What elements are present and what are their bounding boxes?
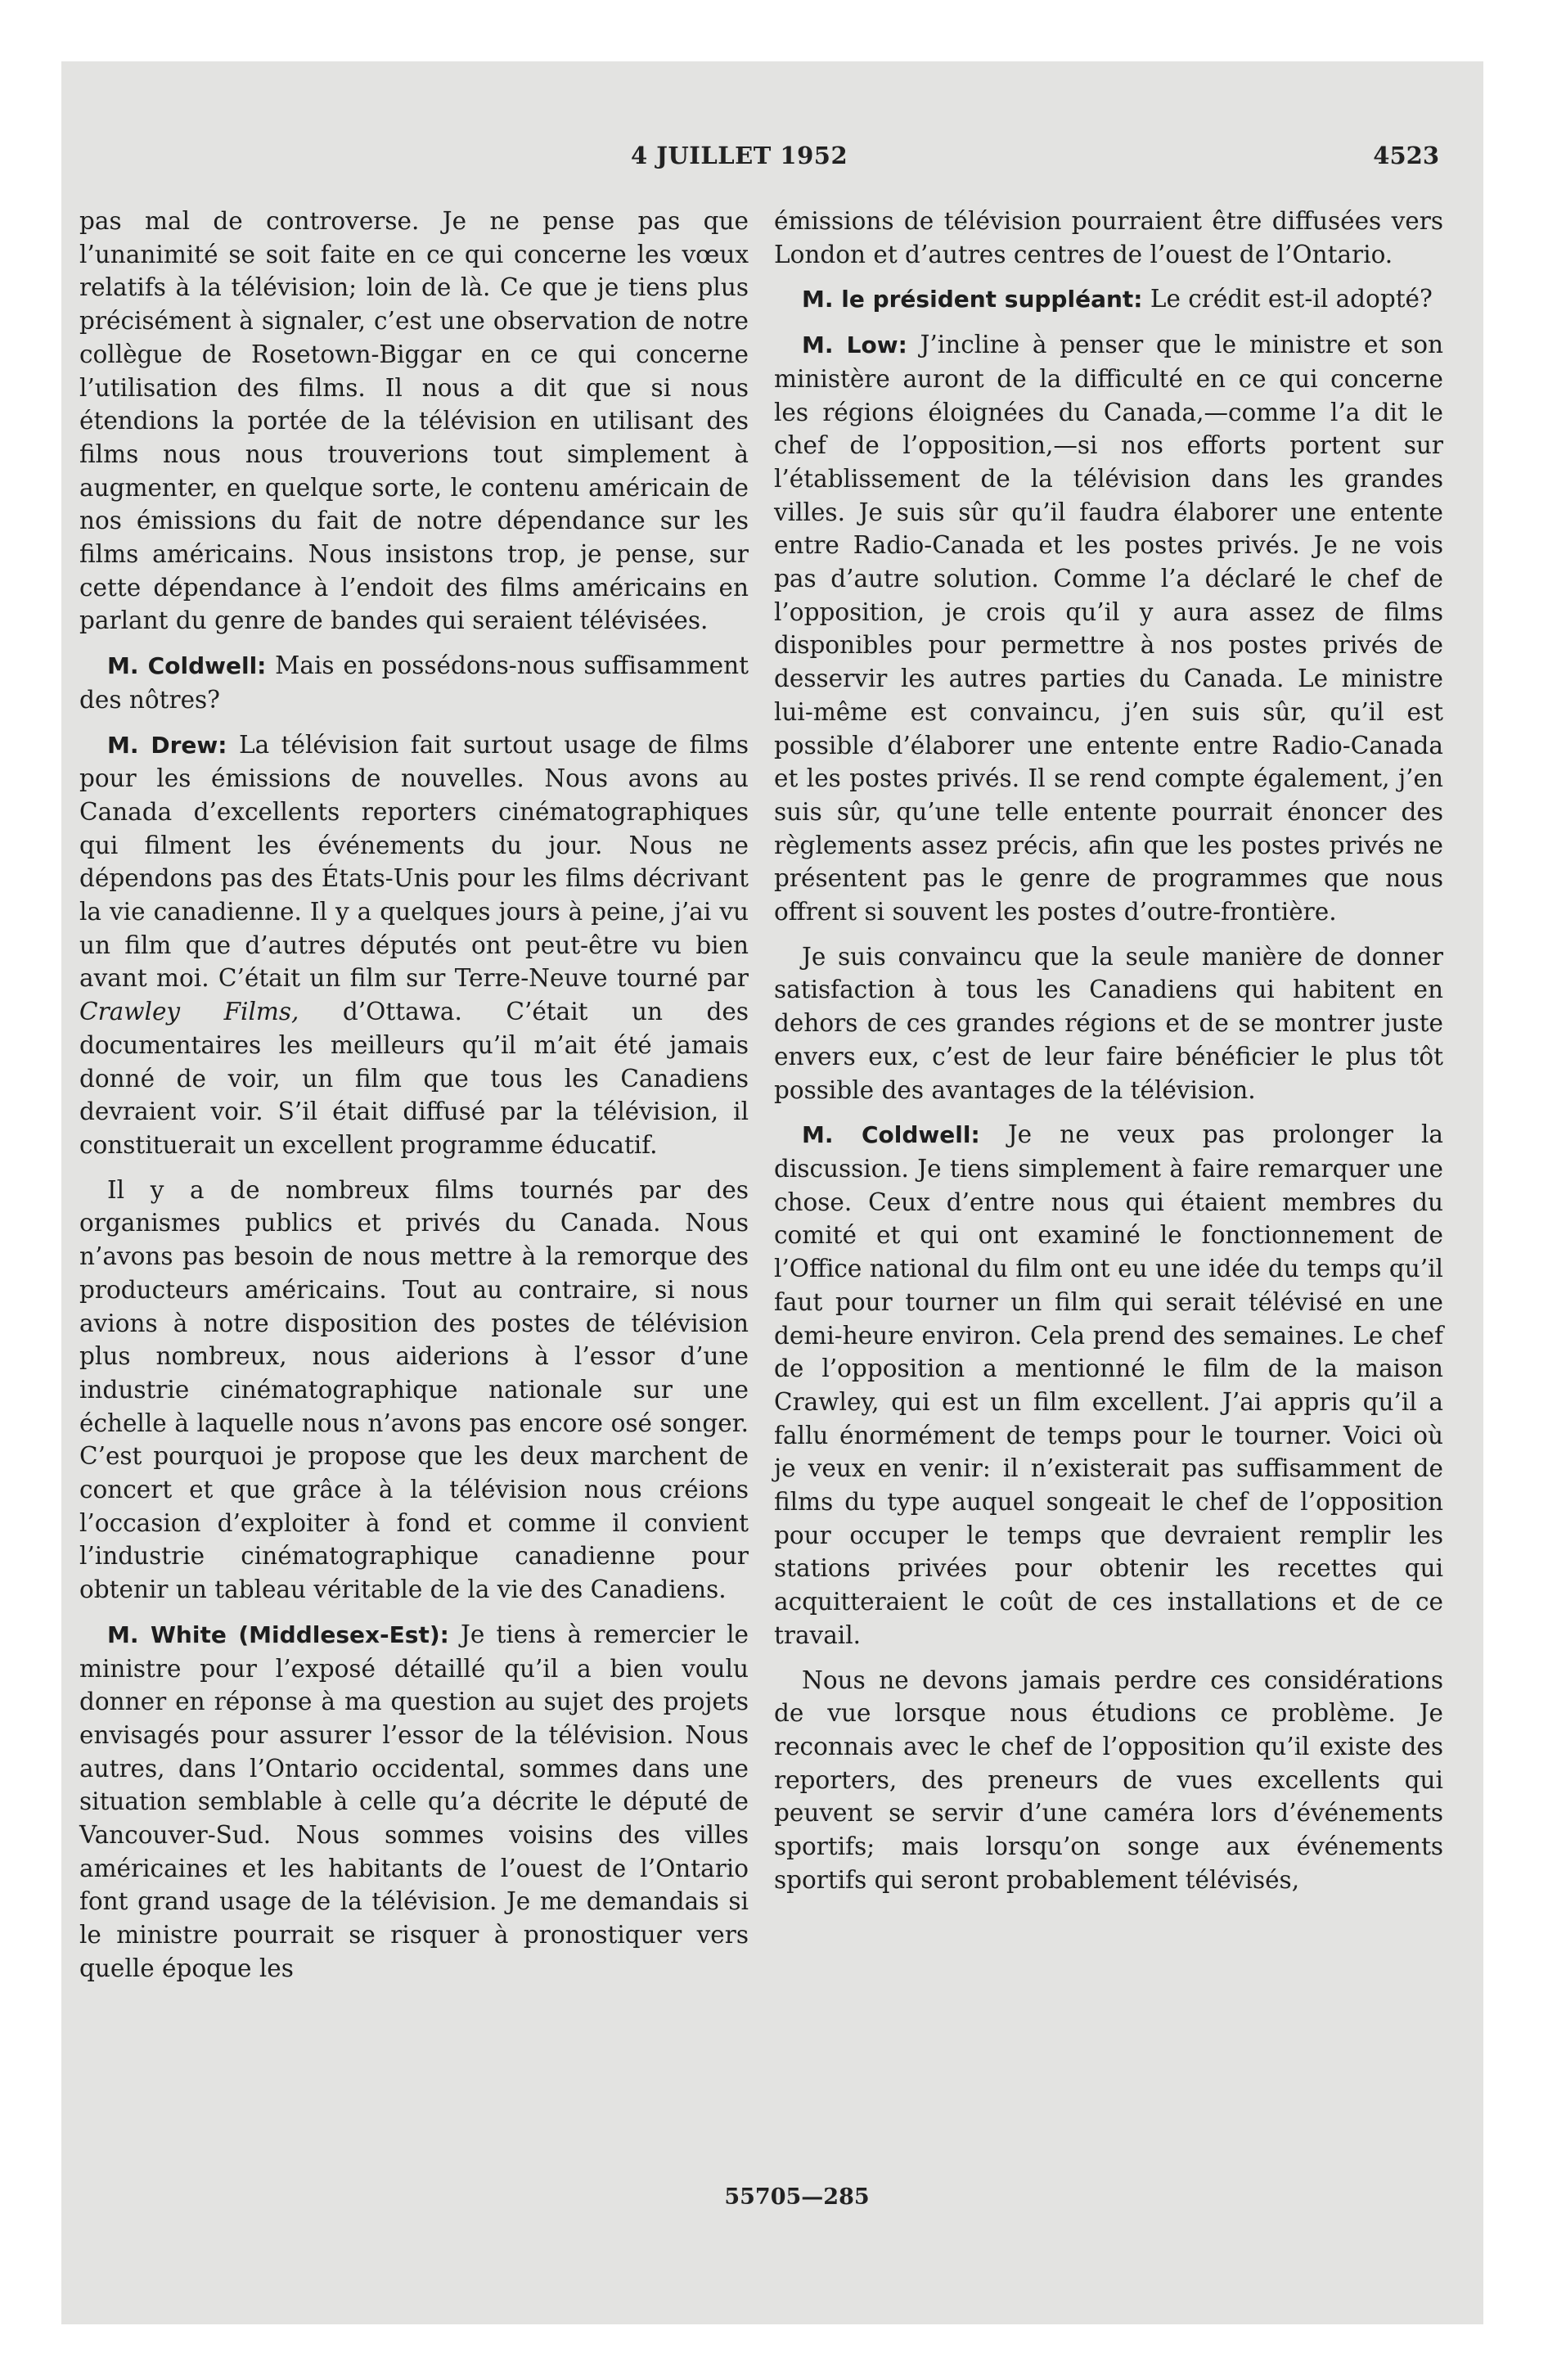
paragraph: Nous ne devons jamais perdre ces considérations de vue lorsque nous étudions ce problème. Je reconnais avec le chef de l’opposition qu’il existe des reporters, des preneurs de vues excellents qui peuvent se servir d’une caméra lors d’événements sportifs; mais lorsqu’on songe aux événements sportifs qui seront probablement télévisés, <box>774 1666 1443 1894</box>
speech-paragraph <box>774 328 1443 929</box>
paragraph: Il y a de nombreux films tournés par des organismes publics et privés du Canada. Nous n’avons pas besoin de nous mettre à la remorque des producteurs américains. Tout au contraire, si nous avions à notre disposition des postes de télévision plus nombreux, nous aiderions à l’essor d’une industrie cinématographique nationale sur une échelle à laquelle nous n’avons pas encore osé songer. C’est pourquoi je propose que les deux marchent de concert et que grâce à la télévision nous créions l’occasion d’exploiter à fond et comme il convient l’industrie cinématographique canadienne pour obtenir un tableau véritable de la vie des Canadiens. <box>79 1175 749 1604</box>
right-column <box>774 205 1443 1908</box>
speaker-name: M. White (Middlesex-Est): <box>107 1620 449 1648</box>
speaker-name: M. Low: <box>802 331 907 359</box>
speech-text: d’Ottawa. C’était un des documentaires les meilleurs qu’il m’ait été jamais donné de voir, un film que tous les Canadiens devraient voir. S’il était diffusé par la télévision, il constituerait un excellent programme éducatif. <box>79 998 749 1159</box>
page-number: 4523 <box>1373 142 1439 169</box>
speaker-name: M. Coldwell: <box>802 1121 980 1149</box>
paragraph: pas mal de controverse. Je ne pense pas que l’unanimité se soit faite en ce qui concerne les vœux relatifs à la télévision; loin de là. Ce que je tiens plus précisément à signaler, c’est une observation de notre collègue de Rosetown-Biggar en ce qui concerne l’utilisation des films. Il nous a dit que si nous étendions la portée de la télévision en utilisant des films nous nous trouverions tout simplement à augmenter, en quelque sorte, le contenu américain de nos émissions du fait de notre dépendance sur les films américains. Nous insistons trop, je pense, sur cette dépendance à l’endoit des films américains en parlant du genre de bandes qui seraient télévisées. <box>79 207 749 635</box>
paragraph: émissions de télévision pourraient être diffusées vers London et d’autres centres de l’ouest de l’Ontario. <box>774 207 1443 268</box>
header-date: 4 JUILLET 1952 <box>631 142 848 169</box>
print-code: 55705—285 <box>724 2184 870 2210</box>
speaker-name: M. le président suppléant: <box>802 286 1143 313</box>
running-header <box>61 142 1483 183</box>
paragraph: Je suis convaincu que la seule manière de donner satisfaction à tous les Canadiens qui habitent en dehors de ces grandes régions et de se montrer juste envers eux, c’est de leur faire bénéficier le plus tôt possible des avantages de la télévision. <box>774 942 1443 1104</box>
speech-paragraph <box>79 728 749 1162</box>
speech-text: Je tiens à remercier le ministre pour l’exposé détaillé qu’il a bien voulu donner en réponse à ma question au sujet des projets envisagés pour assurer l’essor de la télévision. Nous autres, dans l’Ontario occidental, sommes dans une situation semblable à celle qu’a décrite le député de Vancouver-Sud. Nous sommes voisins des villes américaines et les habitants de l’ouest de l’Ontario font grand usage de la télévision. Je me demandais si le ministre pourrait se risquer à pronostiquer vers quelle époque les <box>79 1620 749 1982</box>
speech-text: Mais en possédons-nous suffisamment des nôtres? <box>79 651 749 714</box>
speaker-name: M. Drew: <box>107 731 227 759</box>
speech-text: Je ne veux pas prolonger la discussion. Je tiens simplement à faire remarquer une chose. Ceux d’entre nous qui étaient membres du comité et qui ont examiné le fonctionnement de l’Office national du film ont eu une idée du temps qu’il faut pour tourner un film qui serait télévisé en une demi-heure environ. Cela prend des semaines. Le chef de l’opposition a mentionné le film de la maison Crawley, qui est un film excellent. J’ai appris qu’il a fallu énormément de temps pour le tourner. Voici où je veux en venir: il n’existerait pas suffisamment de films du type auquel songeait le chef de l’opposition pour occuper le temps que devraient remplir les stations privées pour obtenir les recettes qui acquitteraient le coût de ces installations et de ce travail. <box>774 1120 1443 1649</box>
speech-paragraph <box>774 1118 1443 1652</box>
left-column <box>79 205 749 1997</box>
speech-text: La télévision fait surtout usage de films pour les émissions de nouvelles. Nous avons au Canada d’excellents reporters cinématographiques qui filment les événements du jour. Nous ne dépendons pas des États-Unis pour les films décrivant la vie canadienne. Il y a quelques jours à peine, j’ai vu un film que d’autres députés ont peut-être vu bien avant moi. C’était un film sur Terre-Neuve tourné par <box>79 730 749 993</box>
speech-paragraph <box>79 649 749 716</box>
page-sheet <box>61 61 1483 2324</box>
speech-paragraph <box>774 282 1443 317</box>
speech-text: Le crédit est-il adopté? <box>1142 285 1433 313</box>
speech-paragraph <box>79 1618 749 1986</box>
film-title: Crawley Films, <box>79 998 299 1026</box>
speaker-name: M. Coldwell: <box>107 652 267 680</box>
speech-text: J’incline à penser que le ministre et son ministère auront de la difficulté en ce qui concerne les régions éloignées du Canada,—comme l’a dit le chef de l’opposition,—si nos efforts portent sur l’établissement de la télévision dans les grandes villes. Je suis sûr qu’il faudra élaborer une entente entre Radio-Canada et les postes privés. Je ne vois pas d’autre solution. Comme l’a déclaré le chef de l’opposition, je crois qu’il y aura assez de films disponibles pour permettre à nos postes privés de desservir les autres parties du Canada. Le ministre lui-même est convaincu, j’en suis sûr, qu’il est possible d’élaborer une entente entre Radio-Canada et les postes privés. Il se rend compte également, j’en suis sûr, qu’une telle entente pourrait énoncer des règlements assez précis, afin que les postes privés ne présentent pas le genre de programmes que nous offrent si souvent les postes d’outre-frontière. <box>774 331 1443 926</box>
